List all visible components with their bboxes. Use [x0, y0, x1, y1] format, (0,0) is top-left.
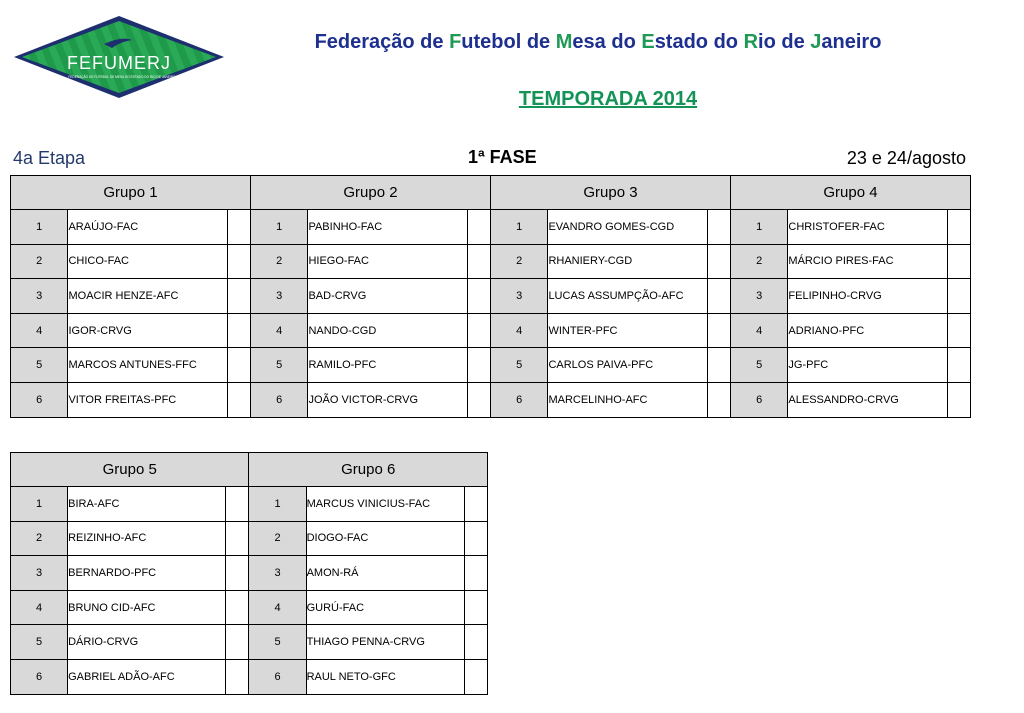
federation-title-part: io de [758, 31, 811, 53]
score-cell [467, 244, 490, 279]
federation-title-part: stado do [654, 31, 744, 53]
table-row [11, 210, 971, 245]
player-name: EVANDRO GOMES-CGD [548, 210, 707, 245]
federation-title-part: F [449, 31, 462, 53]
player-name: MARCOS ANTUNES-FFC [68, 348, 227, 383]
player-position: 2 [11, 244, 68, 279]
player-position: 6 [730, 382, 787, 417]
player-name: RAUL NETO-GFC [306, 659, 464, 694]
player-position: 3 [250, 279, 307, 314]
player-position: 4 [11, 590, 68, 625]
federation-title-part: aneiro [821, 31, 882, 53]
player-name: RAMILO-PFC [308, 348, 467, 383]
player-name: JOÃO VICTOR-CRVG [308, 382, 467, 417]
player-name: REIZINHO-AFC [68, 521, 226, 556]
player-position: 2 [249, 521, 306, 556]
player-position: 1 [490, 210, 547, 245]
player-position: 5 [490, 348, 547, 383]
player-name: ADRIANO-PFC [788, 313, 947, 348]
table-row [11, 313, 971, 348]
group-header: Grupo 1 [11, 176, 251, 210]
player-name: BAD-CRVG [308, 279, 467, 314]
player-name: CHRISTOFER-FAC [788, 210, 947, 245]
group-header: Grupo 5 [11, 453, 249, 487]
score-cell [226, 487, 249, 522]
score-cell [707, 279, 730, 314]
player-position: 5 [249, 625, 306, 660]
player-position: 4 [250, 313, 307, 348]
player-name: JG-PFC [788, 348, 947, 383]
federation-title-part: J [810, 31, 822, 53]
score-cell [947, 382, 970, 417]
player-position: 4 [490, 313, 547, 348]
player-name: ARAÚJO-FAC [68, 210, 227, 245]
player-name: GURÚ-FAC [306, 590, 464, 625]
player-position: 2 [11, 521, 68, 556]
player-position: 3 [11, 279, 68, 314]
player-position: 3 [11, 556, 68, 591]
score-cell [227, 210, 250, 245]
logo-text: FEFUMERJ [67, 53, 171, 73]
player-name: BERNARDO-PFC [68, 556, 226, 591]
score-cell [467, 348, 490, 383]
federation-title-part: esa do [572, 31, 642, 53]
player-position: 1 [730, 210, 787, 245]
groups-table-bottom [10, 452, 488, 695]
player-name: RHANIERY-CGD [548, 244, 707, 279]
player-name: DÁRIO-CRVG [68, 625, 226, 660]
score-cell [467, 313, 490, 348]
table-row [11, 244, 971, 279]
player-name: NANDO-CGD [308, 313, 467, 348]
player-position: 1 [11, 487, 68, 522]
player-name: HIEGO-FAC [308, 244, 467, 279]
player-name: CARLOS PAIVA-PFC [548, 348, 707, 383]
stage-label: 4a Etapa [13, 148, 86, 168]
player-name: MARCUS VINICIUS-FAC [306, 487, 464, 522]
player-position: 6 [490, 382, 547, 417]
group-header: Grupo 6 [249, 453, 488, 487]
score-cell [467, 382, 490, 417]
score-cell [464, 487, 487, 522]
federation-title-part: E [641, 31, 655, 53]
player-position: 2 [490, 244, 547, 279]
player-position: 3 [490, 279, 547, 314]
score-cell [707, 313, 730, 348]
group-header: Grupo 4 [730, 176, 970, 210]
score-cell [226, 659, 249, 694]
table-row [11, 556, 488, 591]
score-cell [226, 521, 249, 556]
score-cell [226, 556, 249, 591]
score-cell [707, 210, 730, 245]
table-row [11, 382, 971, 417]
score-cell [227, 279, 250, 314]
federation-title-part: Federação de [314, 31, 450, 53]
player-position: 4 [11, 313, 68, 348]
player-position: 5 [250, 348, 307, 383]
federation-title [238, 31, 958, 54]
score-cell [227, 313, 250, 348]
player-name: MÁRCIO PIRES-FAC [788, 244, 947, 279]
date-label: 23 e 24/agosto [846, 148, 966, 168]
player-name: PABINHO-FAC [308, 210, 467, 245]
score-cell [707, 244, 730, 279]
score-cell [227, 348, 250, 383]
player-name: CHICO-FAC [68, 244, 227, 279]
player-name: VITOR FREITAS-PFC [68, 382, 227, 417]
group-header: Grupo 3 [490, 176, 730, 210]
player-position: 5 [730, 348, 787, 383]
player-name: BIRA-AFC [68, 487, 226, 522]
player-name: DIOGO-FAC [306, 521, 464, 556]
player-position: 2 [730, 244, 787, 279]
table-row [11, 521, 488, 556]
player-position: 6 [250, 382, 307, 417]
score-cell [227, 244, 250, 279]
player-name: WINTER-PFC [548, 313, 707, 348]
score-cell [947, 348, 970, 383]
groups-table-top [10, 175, 971, 418]
player-position: 1 [11, 210, 68, 245]
score-cell [467, 279, 490, 314]
federation-title-part: utebol de [461, 31, 556, 53]
score-cell [227, 382, 250, 417]
federation-title-part: M [555, 31, 573, 53]
table-row [11, 590, 488, 625]
score-cell [467, 210, 490, 245]
fefumerj-logo [12, 14, 226, 100]
score-cell [707, 348, 730, 383]
score-cell [464, 625, 487, 660]
player-position: 6 [11, 659, 68, 694]
score-cell [947, 244, 970, 279]
score-cell [947, 313, 970, 348]
federation-title-part: R [743, 31, 759, 53]
score-cell [226, 625, 249, 660]
player-position: 6 [11, 382, 68, 417]
player-position: 2 [250, 244, 307, 279]
player-position: 1 [250, 210, 307, 245]
player-name: GABRIEL ADÃO-AFC [68, 659, 226, 694]
phase-label: 1ª FASE [468, 147, 537, 167]
score-cell [464, 659, 487, 694]
logo-subtext: FEDERAÇÃO DE FUTEBOL DE MESA DO ESTADO DO RIO DE JANEIRO [68, 75, 176, 79]
season-title: TEMPORADA 2014 [518, 88, 698, 110]
player-position: 4 [249, 590, 306, 625]
score-cell [226, 590, 249, 625]
player-name: AMON-RÁ [306, 556, 464, 591]
score-cell [464, 590, 487, 625]
player-position: 3 [730, 279, 787, 314]
score-cell [464, 521, 487, 556]
player-position: 5 [11, 625, 68, 660]
player-name: ALESSANDRO-CRVG [788, 382, 947, 417]
score-cell [464, 556, 487, 591]
player-name: MARCELINHO-AFC [548, 382, 707, 417]
score-cell [947, 210, 970, 245]
group-header: Grupo 2 [250, 176, 490, 210]
table-row [11, 348, 971, 383]
player-name: FELIPINHO-CRVG [788, 279, 947, 314]
score-cell [947, 279, 970, 314]
score-cell [707, 382, 730, 417]
player-name: BRUNO CID-AFC [68, 590, 226, 625]
player-name: IGOR-CRVG [68, 313, 227, 348]
player-position: 1 [249, 487, 306, 522]
player-name: THIAGO PENNA-CRVG [306, 625, 464, 660]
table-row [11, 659, 488, 694]
player-name: LUCAS ASSUMPÇÃO-AFC [548, 279, 707, 314]
player-position: 3 [249, 556, 306, 591]
player-position: 4 [730, 313, 787, 348]
player-position: 6 [249, 659, 306, 694]
player-name: MOACIR HENZE-AFC [68, 279, 227, 314]
player-position: 5 [11, 348, 68, 383]
table-row [11, 625, 488, 660]
table-row [11, 487, 488, 522]
table-row [11, 279, 971, 314]
